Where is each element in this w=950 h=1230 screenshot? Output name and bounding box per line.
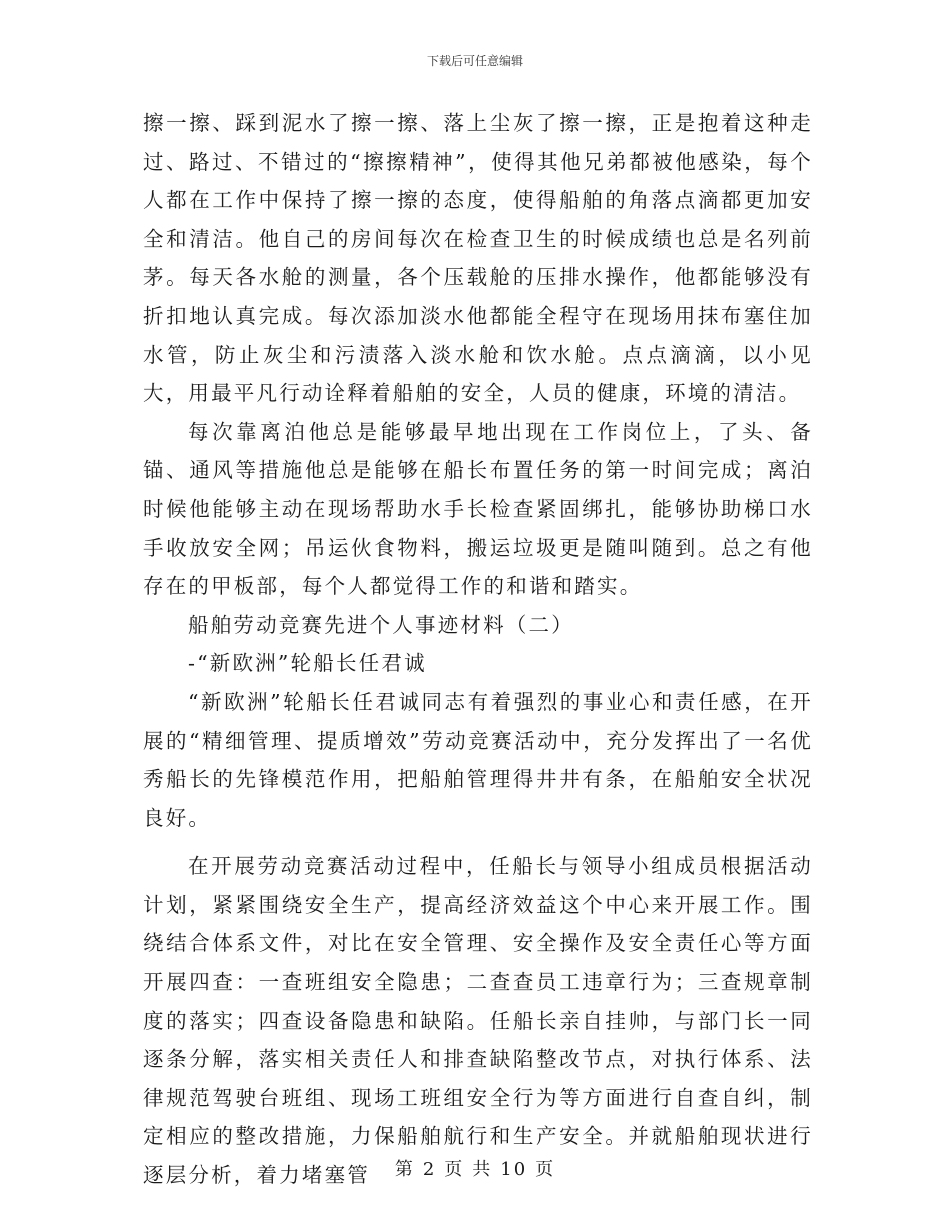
page-mid: 页	[444, 1159, 465, 1180]
page-current: 2	[422, 1159, 437, 1180]
paragraph-2: 每次靠离泊他总是能够最早地出现在工作岗位上，了头、备锚、通风等措施他总是能够在船长布置任务的第一时间完成；离泊时候他能够主动在现场帮助水手长检查紧固绑扎，能够协助梯口水手收放安全网；吊运伙食物料，搬运垃圾更是随叫随到。总之有他存在的甲板部，每个人都觉得工作的和谐和踏实。	[143, 419, 813, 599]
paragraph-1: 擦一擦、踩到泥水了擦一擦、落上尘灰了擦一擦，正是抱着这种走过、路过、不错过的“擦擦精神”，使得其他兄弟都被他感染，每个人都在工作中保持了擦一擦的态度，使得船舶的角落点滴都更加安全和清洁。他自己的房间每次在检查卫生的时候成绩也总是名列前茅。每天各水舱的测量，各个压载舱的压排水操作，他都能够没有折扣地认真完成。每次添加淡水他都能全程守在现场用抹布塞住加水管，防止灰尘和污渍落入淡水舱和饮水舱。点点滴滴，以小见大，用最平凡行动诠释着船舶的安全，人员的健康，环境的清洁。	[143, 111, 813, 406]
page-total-prefix: 共	[472, 1159, 493, 1180]
paragraph-4: 在开展劳动竞赛活动过程中，任船长与领导小组成员根据活动计划，紧紧围绕安全生产，提高经济效益这个中心来开展工作。围绕结合体系文件，对比在安全管理、安全操作及安全责任心等方面开展四查：一查班组安全隐患；二查查员工违章行为；三查规章制度的落实；四查设备隐患和缺陷。任船长亲自挂帅，与部门长一同逐条分解，落实相关责任人和排查缺陷整改节点，对执行体系、法律规范驾驶台班组、现场工班组安全行为等方面进行自查自纠，制定相应的整改措施，力保船舶航行和生产安全。并就船舶现状进行逐层分析，着力堵塞管	[143, 854, 813, 1188]
page-suffix: 页	[535, 1159, 556, 1180]
paragraph-3: “新欧洲”轮船长任君诚同志有着强烈的事业心和责任感，在开展的“精细管理、提质增效”劳动竞赛活动中，充分发挥出了一名优秀船长的先锋模范作用，把船舶管理得井井有条，在船舶安全状况良好。	[143, 689, 813, 830]
page-total: 10	[500, 1159, 528, 1180]
document-body	[143, 104, 813, 1195]
section-subtitle: -“新欧洲”轮船长任君诚	[188, 651, 427, 676]
section-title: 船舶劳动竞赛先进个人事迹材料（二）	[188, 612, 574, 637]
page-footer	[0, 1155, 950, 1181]
page-prefix: 第	[394, 1159, 415, 1180]
header-note: 下载后可任意编辑	[426, 54, 523, 68]
